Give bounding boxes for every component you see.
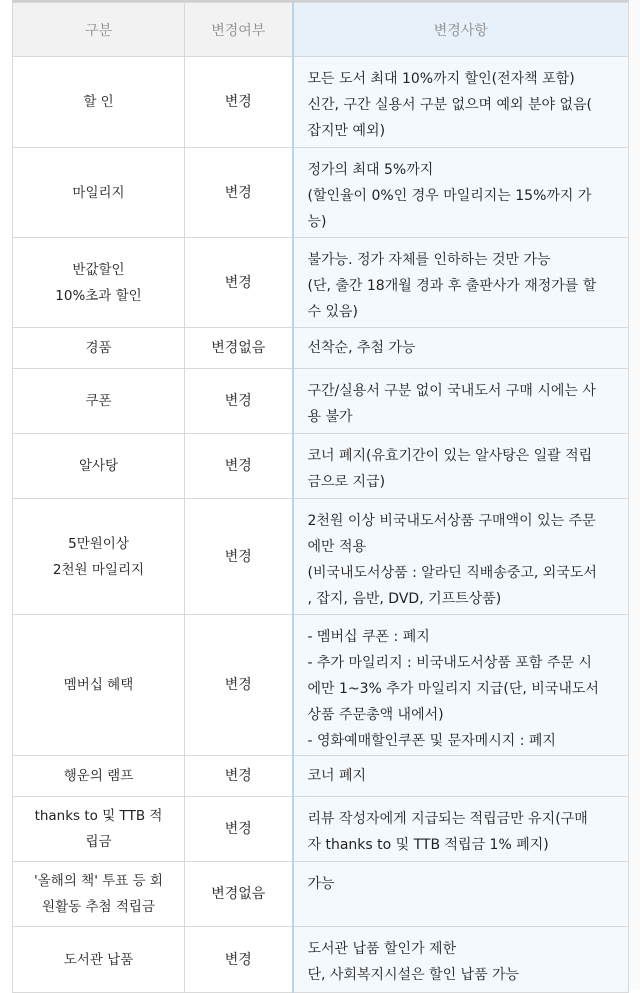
row-details: 2천원 이상 비국내도서상품 구매액이 있는 주문 에만 적용 (비국내도서상품 : 알라딘 직배송중고, 외국도서 , 잡지, 음반, DVD, 기프트상품) [307, 513, 597, 607]
row-details: 리뷰 작성자에게 지급되는 적립금만 유지(구매 자 thanks to 및 TTB 적립금 1% 폐지) [307, 811, 588, 853]
row-category: 알사탕 [78, 458, 119, 474]
table-row [13, 328, 629, 369]
row-changed: 변경 [185, 756, 293, 797]
header-changed: 변경여부 [185, 3, 293, 57]
row-changed: 변경 [185, 499, 293, 615]
row-details: 불가능. 정가 자체를 인하하는 것만 가능 (단, 출간 18개월 경과 후 출판사가 재정가를 할 수 있음) [307, 252, 597, 320]
table-row [13, 57, 629, 148]
row-changed: 변경 [185, 148, 293, 238]
row-category: 반값할인 10%초과 할인 [55, 261, 142, 304]
row-details: 선착순, 추첨 가능 [307, 340, 416, 356]
table-row [13, 148, 629, 238]
row-category: 행운의 램프 [63, 768, 134, 784]
row-category: 쿠폰 [85, 393, 112, 409]
table-row [13, 434, 629, 499]
cropped-column [628, 0, 640, 990]
table-row [13, 615, 629, 756]
row-category: 5만원이상 2천원 마일리지 [52, 535, 145, 578]
row-category: 마일리지 [72, 184, 125, 201]
table-header-row [13, 3, 629, 57]
header-details: 변경사항 [293, 3, 629, 57]
table-row [13, 927, 629, 993]
row-details: 구간/실용서 구분 없이 국내도서 구매 시에는 사 용 불가 [307, 383, 596, 425]
row-details: 가능 [307, 876, 335, 892]
table-row [13, 797, 629, 862]
row-changed: 변경없음 [185, 862, 293, 927]
table-row [13, 862, 629, 927]
row-details: 코너 폐지(유효기간이 있는 알사탕은 일괄 적립 금으로 지급) [307, 448, 593, 490]
policy-change-table [12, 2, 629, 993]
table-row [13, 369, 629, 434]
row-details: 코너 폐지 [307, 768, 367, 784]
row-category: '올해의 책' 투표 등 회 원활동 추첨 적립금 [34, 873, 163, 915]
row-changed: 변경 [185, 927, 293, 993]
row-changed: 변경 [185, 238, 293, 328]
row-category: 경품 [85, 340, 112, 356]
row-details: 도서관 납품 할인가 제한 단, 사회복지시설은 할인 납품 가능 [307, 941, 520, 983]
row-details: 모든 도서 최대 10%까지 할인(전자책 포함) 신간, 구간 실용서 구분 없으며 예외 분야 없음( 잡지만 예외) [307, 71, 592, 139]
table-row [13, 499, 629, 615]
row-changed: 변경 [185, 369, 293, 434]
row-changed: 변경 [185, 797, 293, 862]
row-category: thanks to 및 TTB 적 립금 [34, 808, 163, 850]
table-row [13, 756, 629, 797]
header-category: 구분 [13, 3, 185, 57]
row-changed: 변경없음 [185, 328, 293, 369]
row-changed: 변경 [185, 57, 293, 148]
row-category: 할 인 [83, 94, 114, 110]
row-details: 정가의 최대 5%까지 (할인율이 0%인 경우 마일리지는 15%까지 가 능) [307, 162, 592, 230]
row-details: - 멤버십 쿠폰 : 폐지 - 추가 마일리지 : 비국내도서상품 포함 주문 시 에만 1~3% 추가 마일리지 지급(단, 비국내도서 상품 주문총액 내에서) - 영화예매할인쿠폰 및 문자메시지 : 폐지 [307, 629, 599, 749]
row-changed: 변경 [185, 434, 293, 499]
table-row [13, 238, 629, 328]
row-changed: 변경 [185, 615, 293, 756]
row-category: 멤버십 혜택 [63, 677, 134, 693]
row-category: 도서관 납품 [63, 951, 134, 968]
